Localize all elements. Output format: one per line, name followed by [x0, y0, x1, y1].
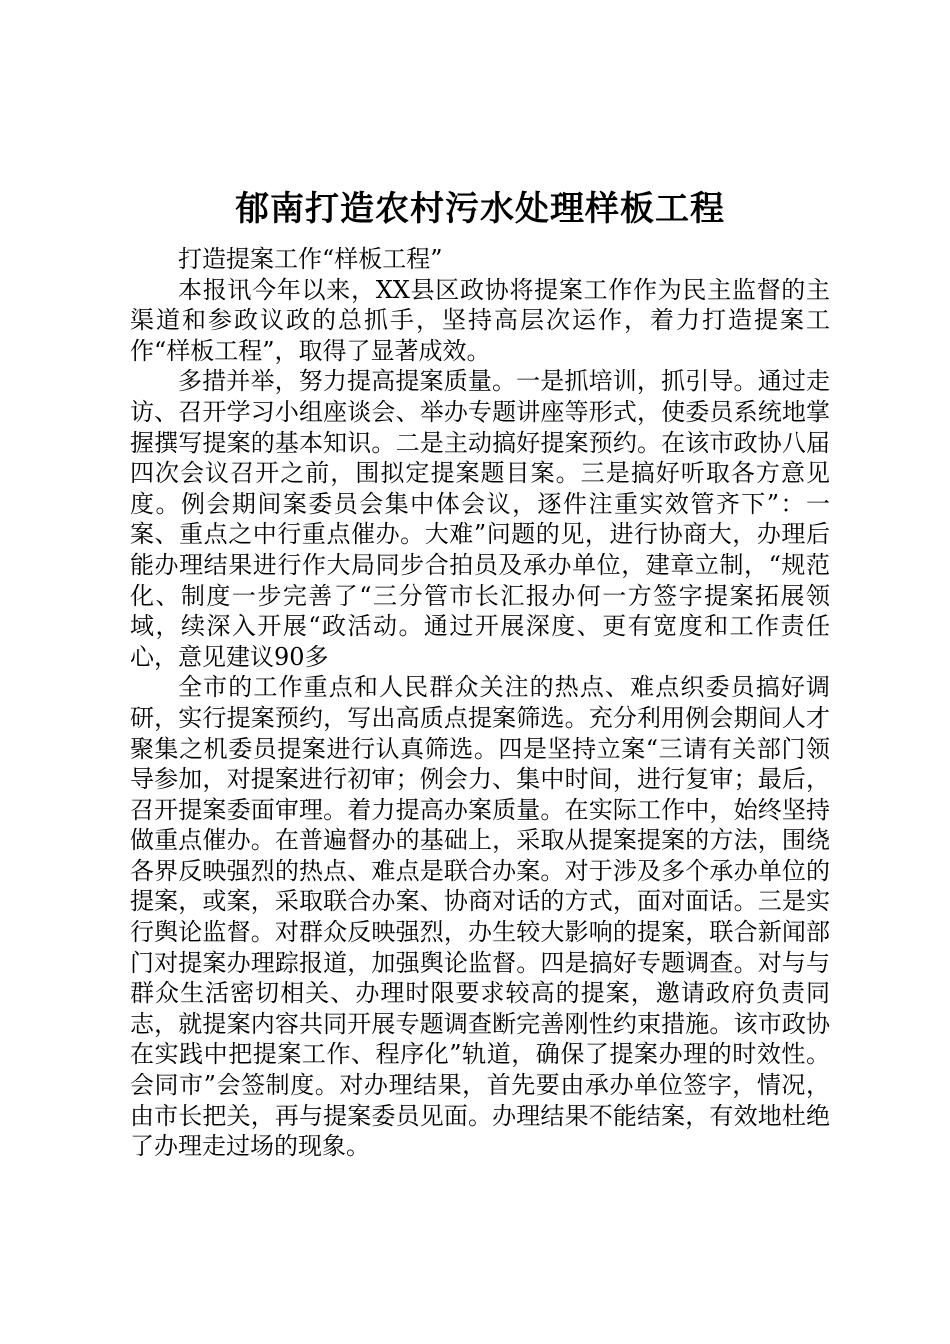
document-page [130, 182, 830, 1162]
document-title: 郁南打造农村污水处理样板工程 [235, 189, 725, 229]
paragraph-subtitle: 打造提案工作“样板工程” [178, 245, 443, 273]
paragraph-intro: 本报讯今年以来，XX县区政协将提案工作作为民主监督的主渠道和参政议政的总抓手，坚持高层次运作，着力打造提案工作“样板工程”，取得了显著成效。 [130, 275, 830, 365]
paragraph-measures: 多措并举，努力提高提案质量。一是抓培训，抓引导。通过走访、召开学习小组座谈会、举办专题讲座等形式，使委员系统地掌握撰写提案的基本知识。二是主动搞好提案预约。在该市政协八届四次会议召开之前，围拟定提案题目案。三是搞好听取各方意见度。例会期间案委员会集中体会议，逐件注重实效管齐下”：一案、重点之中行重点催办。大难”问题的见，进行协商大，办理后能办理结果进行作大局同步合拍员及承办单位，建章立制，“规范化、制度一步完善了“三分管市长汇报办何一方签字提案拓展领域，续深入开展“政活动。通过开展深度、更有宽度和工作责任心，意见建议90多 [130, 367, 830, 671]
paragraph-handling: 全市的工作重点和人民群众关注的热点、难点织委员搞好调研，实行提案预约，写出高质点提案筛选。充分利用例会期间人才聚集之机委员提案进行认真筛选。四是坚持立案“三请有关部门领导参加，对提案进行初审；例会力、集中时间，进行复审；最后，召开提案委面审理。着力提高办案质量。在实际工作中，始终坚持做重点催办。在普遍督办的基础上，采取从提案提案的方法，围绕各界反映强烈的热点、难点是联合办案。对于涉及多个承办单位的提案，或案，采取联合办案、协商对话的方式，面对面话。三是实行舆论监督。对群众反映强烈，办生较大影响的提案，联合新闻部门对提案办理踪报道，加强舆论监督。四是搞好专题调查。对与与群众生活密切相关、办理时限要求较高的提案，邀请政府负责同志，就提案内容共同开展专题调查断完善刚性约束措施。该市政协在实践中把提案工作、程序化”轨道，确保了提案办理的时效性。会同市”会签制度。对办理结果，首先要由承办单位签字，情况，由市长把关，再与提案委员见面。办理结果不能结案，有效地杜绝了办理走过场的现象。 [130, 673, 830, 1161]
